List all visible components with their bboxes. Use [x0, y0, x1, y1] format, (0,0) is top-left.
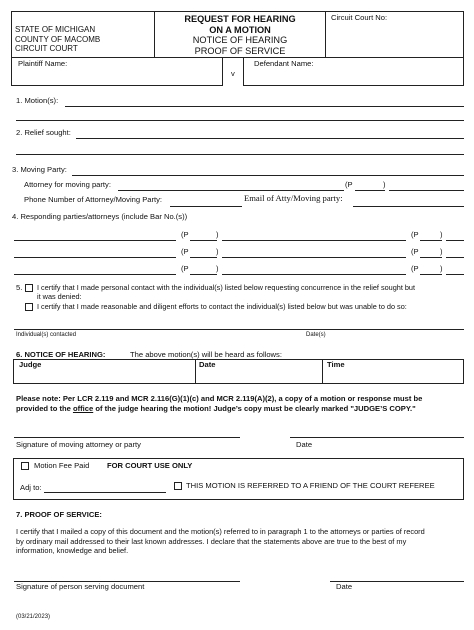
personal-contact-checkbox[interactable] — [25, 284, 33, 292]
plaintiff-field[interactable] — [14, 68, 220, 84]
responding-tail-field[interactable] — [446, 248, 464, 258]
motions-field-line-2[interactable] — [16, 111, 464, 121]
phone-field[interactable] — [170, 197, 242, 207]
relief-field-line-2[interactable] — [16, 145, 464, 155]
responding-p-label: (P — [181, 264, 189, 273]
responding-bar-field-left[interactable] — [190, 265, 217, 275]
responding-p-label: (P — [181, 247, 189, 256]
responding-bar-field-right[interactable] — [420, 248, 442, 258]
date-column-header: Date — [199, 360, 216, 369]
responding-p-label: (P — [411, 264, 419, 273]
plaintiff-label: Plaintiff Name: — [18, 59, 68, 68]
court-state: STATE OF MICHIGAN — [15, 25, 96, 34]
time-column-header: Time — [327, 360, 345, 369]
attorney-p-label: (P — [345, 180, 353, 189]
attorney-field-tail[interactable] — [389, 181, 464, 191]
responding-name-field-right[interactable] — [222, 265, 406, 275]
court-use-heading: FOR COURT USE ONLY — [107, 461, 193, 470]
notice-heading: 6. NOTICE OF HEARING: — [16, 350, 106, 359]
responding-p-close: ) — [216, 230, 219, 239]
versus-label: v — [231, 69, 235, 78]
personal-contact-text: I certify that I made personal contact with the individual(s) listed below requesting concurrence in the relief sought but — [37, 283, 416, 292]
proof-text-line-1: I certify that I mailed a copy of this document and the motion(s) referred to in paragraph 1 to the attorneys or parties of record — [16, 527, 425, 536]
adjourned-to-field[interactable] — [44, 481, 166, 493]
responding-p-close: ) — [216, 247, 219, 256]
motions-field[interactable] — [65, 97, 464, 107]
responding-bar-field-left[interactable] — [190, 231, 217, 241]
proof-heading: 7. PROOF OF SERVICE: — [16, 510, 102, 519]
responding-p-label: (P — [411, 247, 419, 256]
server-signature-field[interactable] — [14, 570, 240, 582]
case-number-label: Circuit Court No: — [331, 13, 388, 22]
hearing-time-field[interactable] — [325, 370, 462, 382]
responding-p-label: (P — [181, 230, 189, 239]
server-signature-date-label: Date — [336, 582, 353, 591]
moving-signature-date-label: Date — [296, 440, 313, 449]
proof-text-line-3: information, knowledge and belief. — [16, 546, 129, 555]
form-revision-date: (03/21/2023) — [16, 614, 51, 620]
judge-copy-note-line-2 — [16, 404, 422, 414]
adjourned-to-label: Adj to: — [20, 483, 42, 492]
responding-bar-field-right[interactable] — [420, 231, 442, 241]
responding-name-field-left[interactable] — [14, 248, 176, 258]
proof-text — [16, 527, 425, 556]
judge-column-header: Judge — [19, 360, 42, 369]
judge-copy-note — [16, 394, 422, 413]
moving-signature-date-field[interactable] — [290, 426, 464, 438]
responding-label: 4. Responding parties/attorneys (include Bar No.(s)) — [12, 212, 188, 221]
contact-dates-field[interactable] — [296, 318, 464, 330]
responding-p-close: ) — [440, 230, 443, 239]
diligent-efforts-text: I certify that I made reasonable and diligent efforts to contact the individual(s) listed below but was unable to do so: — [37, 302, 407, 311]
responding-tail-field[interactable] — [446, 265, 464, 275]
moving-party-field[interactable] — [72, 166, 464, 176]
responding-name-field-left[interactable] — [14, 265, 176, 275]
contact-dates-label: Date(s) — [306, 332, 326, 338]
judge-copy-note-line-1: Please note: Per LCR 2.119 and MCR 2.116(G)(1)(c) and MCR 2.119(A)(2), a copy of a motion or response must be — [16, 394, 423, 403]
responding-bar-field-left[interactable] — [190, 248, 217, 258]
relief-field[interactable] — [76, 129, 464, 139]
responding-tail-field[interactable] — [446, 231, 464, 241]
form-title-line-1: REQUEST FOR HEARING — [184, 14, 296, 24]
relief-label: 2. Relief sought: — [16, 128, 71, 137]
note-text-pre: provided to the — [16, 403, 73, 413]
proof-text-line-2: by ordinary mail addressed to their last known addresses. I declare that the statements above are true to the best of my — [16, 536, 407, 546]
form-subtitle-line-1: NOTICE OF HEARING — [192, 35, 288, 46]
responding-bar-field-right[interactable] — [420, 265, 442, 275]
case-number-field[interactable] — [395, 13, 461, 27]
defendant-field[interactable] — [246, 68, 461, 84]
hearing-table-divider — [195, 359, 196, 384]
motion-fee-checkbox[interactable] — [21, 462, 29, 470]
hearing-table-divider — [322, 359, 323, 384]
phone-label: Phone Number of Attorney/Moving Party: — [24, 195, 163, 204]
form-subtitle-line-2: PROOF OF SERVICE — [194, 45, 286, 56]
hearing-date-field[interactable] — [198, 370, 320, 382]
note-text-post: of the judge hearing the motion! Judge’s copy must be clearly marked "JUDGE’S COPY." — [93, 403, 416, 413]
defendant-label: Defendant Name: — [254, 59, 314, 68]
responding-p-close: ) — [216, 264, 219, 273]
attorney-bar-number-field[interactable] — [355, 181, 385, 191]
responding-p-close: ) — [440, 264, 443, 273]
email-field[interactable] — [353, 197, 464, 207]
motion-fee-label: Motion Fee Paid — [34, 461, 90, 470]
court-name — [15, 25, 100, 54]
individuals-contacted-field[interactable] — [14, 318, 296, 330]
moving-party-label: 3. Moving Party: — [12, 165, 67, 174]
email-label: Email of Atty/Moving party: — [244, 193, 343, 203]
attorney-label: Attorney for moving party: — [24, 180, 111, 189]
referee-label: THIS MOTION IS REFERRED TO A FRIEND OF THE COURT REFEREE — [186, 481, 435, 490]
responding-p-close: ) — [440, 247, 443, 256]
concurrence-number: 5. — [16, 283, 23, 292]
diligent-efforts-checkbox[interactable] — [25, 303, 33, 311]
responding-name-field-right[interactable] — [222, 231, 406, 241]
court-type: CIRCUIT COURT — [15, 44, 78, 53]
attorney-p-close: ) — [383, 180, 386, 189]
referee-checkbox[interactable] — [174, 482, 182, 490]
form-title-line-2: ON A MOTION — [209, 24, 271, 35]
court-county: COUNTY OF MACOMB — [15, 34, 101, 44]
server-signature-label: Signature of person serving document — [16, 582, 145, 591]
moving-signature-label: Signature of moving attorney or party — [16, 440, 141, 449]
responding-name-field-right[interactable] — [222, 248, 406, 258]
form-title — [155, 14, 325, 56]
judge-field[interactable] — [15, 370, 193, 382]
motions-label: 1. Motion(s): — [16, 96, 59, 105]
note-office-word: office — [72, 403, 94, 413]
responding-name-field-left[interactable] — [14, 231, 176, 241]
responding-p-label: (P — [411, 230, 419, 239]
personal-contact-text-2: it was denied: — [37, 292, 82, 301]
notice-text: The above motion(s) will be heard as follows: — [130, 350, 282, 359]
server-signature-date-field[interactable] — [330, 570, 464, 582]
moving-signature-field[interactable] — [14, 426, 240, 438]
individuals-contacted-label: Individual(s) contacted — [16, 332, 77, 338]
attorney-field[interactable] — [118, 181, 344, 191]
